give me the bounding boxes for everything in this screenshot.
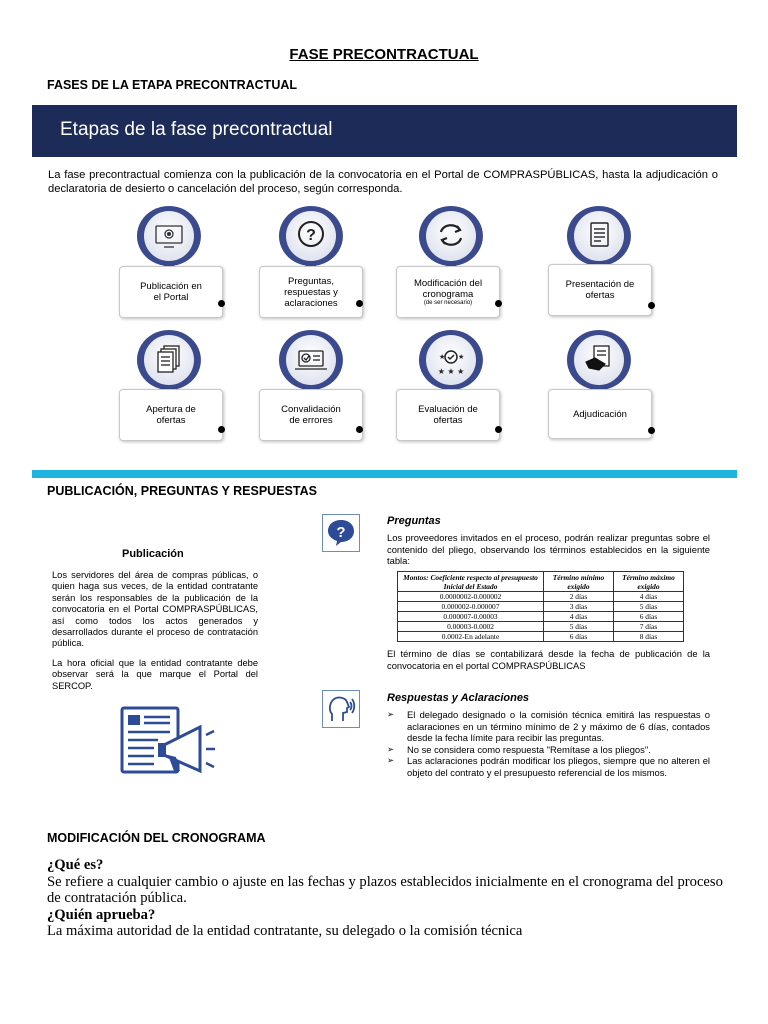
- table-cell: 5 días: [614, 602, 684, 612]
- banner-title: Etapas de la fase precontractual: [60, 119, 333, 140]
- stage-card-1: [119, 266, 223, 318]
- stage-dot: [356, 426, 363, 433]
- megaphone-document-illustration: [118, 705, 218, 775]
- table-cell: 7 días: [614, 622, 684, 632]
- table-cell: 8 días: [614, 632, 684, 642]
- stage-dot: [495, 300, 502, 307]
- stage-label: Modificación del cronograma: [413, 277, 483, 300]
- section-heading-publicacion: PUBLICACIÓN, PREGUNTAS Y RESPUESTAS: [47, 484, 317, 498]
- stage-label: Preguntas, respuestas y aclaraciones: [284, 275, 338, 309]
- publicacion-heading: Publicación: [122, 548, 184, 560]
- intro-paragraph: La fase precontractual comienza con la publicación de la convocatoria en el Portal de COMPRASPÚBLICAS, hasta la adjudicación o declaratoria de desierto o cancelación del proceso, según corresponda.: [48, 169, 718, 195]
- publicacion-p2: La hora oficial que la entidad contratante debe observar será la que marque el Portal del SERCOP.: [52, 657, 258, 691]
- table-cell: 0.0000002-0.000002: [398, 592, 544, 602]
- table-cell: 5 días: [544, 622, 614, 632]
- list-item: ➢ El delegado designado o la comisión técnica emitirá las respuestas o aclaraciones en un término mínimo de 2 y máximo de 6 días, contados desde la fecha límite para recibir las preguntas.: [387, 709, 710, 744]
- table-cell: 0.00003-0.0002: [398, 622, 544, 632]
- publicacion-text: [52, 570, 258, 692]
- preguntas-text: Los proveedores invitados en el proceso, podrán realizar preguntas sobre el contenido del pliego, observando los términos establecidos en la siguiente tabla:: [387, 532, 710, 567]
- table-row: [398, 632, 684, 642]
- section-heading-fases: FASES DE LA ETAPA PRECONTRACTUAL: [47, 78, 298, 92]
- table-cell: 0.000007-0.00003: [398, 612, 544, 622]
- stage-card-7: [396, 389, 500, 441]
- svg-text:★ ★ ★: ★ ★ ★: [437, 367, 465, 376]
- table-header: Término máximo exigido: [614, 572, 684, 592]
- stage-label: Publicación en el Portal: [140, 281, 202, 303]
- svg-text:?: ?: [306, 227, 316, 244]
- stage-dot: [495, 426, 502, 433]
- stage-label: Convalidación de errores: [281, 404, 341, 426]
- table-row: [398, 592, 684, 602]
- stage-dot: [648, 427, 655, 434]
- stage-label: Adjudicación: [573, 408, 627, 420]
- stage-label: Apertura de ofertas: [146, 404, 196, 426]
- respuestas-icon-box: [322, 690, 360, 728]
- table-cell: 2 días: [544, 592, 614, 602]
- stage-dot: [218, 426, 225, 433]
- answer-quien-aprueba: La máxima autoridad de la entidad contratante, su delegado o la comisión técnica: [47, 923, 523, 940]
- table-row: [398, 622, 684, 632]
- stage-label: Presentación de ofertas: [565, 279, 635, 301]
- table-row: [398, 602, 684, 612]
- list-item: ➢ Las aclaraciones podrán modificar los pliegos, siempre que no alteren el objeto del contrato y el presupuesto referencial de los mismos.: [387, 755, 710, 778]
- cronograma-text: [47, 857, 727, 940]
- preguntas-icon-box: [322, 514, 360, 552]
- stage-card-6: [259, 389, 363, 441]
- table-header: Montos: Coeficiente respecto al presupuesto Inicial del Estado: [398, 572, 544, 592]
- table-cell: 0.0002-En adelante: [398, 632, 544, 642]
- respuestas-list: [387, 709, 710, 779]
- table-cell: 6 días: [614, 612, 684, 622]
- section-divider: [32, 470, 737, 478]
- stage-dot: [356, 300, 363, 307]
- terms-table: [397, 571, 684, 642]
- table-cell: 3 días: [544, 602, 614, 612]
- table-cell: 4 días: [614, 592, 684, 602]
- preguntas-heading: Preguntas: [387, 515, 441, 527]
- question-que-es: ¿Qué es?: [47, 857, 104, 873]
- section-heading-cronograma: MODIFICACIÓN DEL CRONOGRAMA: [47, 831, 266, 845]
- stage-dot: [218, 300, 225, 307]
- svg-text:★: ★: [458, 353, 465, 361]
- stage-card-5: [119, 389, 223, 441]
- megaphone-icon: [118, 705, 218, 775]
- stage-card-8: [548, 389, 652, 439]
- stage-card-3: [396, 266, 500, 318]
- stage-card-2: [259, 266, 363, 318]
- stage-card-4: [548, 264, 652, 316]
- stage-note: (de ser necesario): [423, 299, 473, 306]
- stage-dot: [648, 302, 655, 309]
- table-cell: 4 días: [544, 612, 614, 622]
- svg-text:★: ★: [439, 353, 446, 361]
- table-header: Término mínimo exigido: [544, 572, 614, 592]
- table-cell: 0.000002-0.000007: [398, 602, 544, 612]
- question-bubble-icon: [326, 518, 356, 548]
- speaking-head-icon: [326, 694, 356, 724]
- preguntas-note: El término de días se contabilizará desde la fecha de publicación de la convocatoria en el portal COMPRASPÚBLICAS: [387, 648, 710, 671]
- respuestas-heading: Respuestas y Aclaraciones: [387, 692, 530, 704]
- svg-text:?: ?: [336, 524, 346, 541]
- table-row: [398, 612, 684, 622]
- publicacion-p1: Los servidores del área de compras públicas, o quien haga sus veces, de la entidad contratante serán los responsables de la publicación de la convocatoria en el Portal COMPRASPÚBLICAS, así como todos los actos generados y desarrollados durante el proceso de contratación pública.: [52, 570, 258, 649]
- answer-que-es: Se refiere a cualquier cambio o ajuste en las fechas y plazos establecidos inicialmente en el cronograma del proceso de contratación pública.: [47, 873, 723, 907]
- stage-label: Evaluación de ofertas: [418, 404, 478, 426]
- question-quien-aprueba: ¿Quién aprueba?: [47, 906, 156, 923]
- terms-table-wrap: [397, 571, 684, 642]
- page-title: FASE PRECONTRACTUAL: [289, 46, 479, 63]
- list-item: ➢ No se considera como respuesta "Remítase a los pliegos".: [387, 744, 710, 756]
- stacked-documents-icon: [158, 346, 179, 372]
- stages-banner: [32, 105, 737, 157]
- table-cell: 6 días: [544, 632, 614, 642]
